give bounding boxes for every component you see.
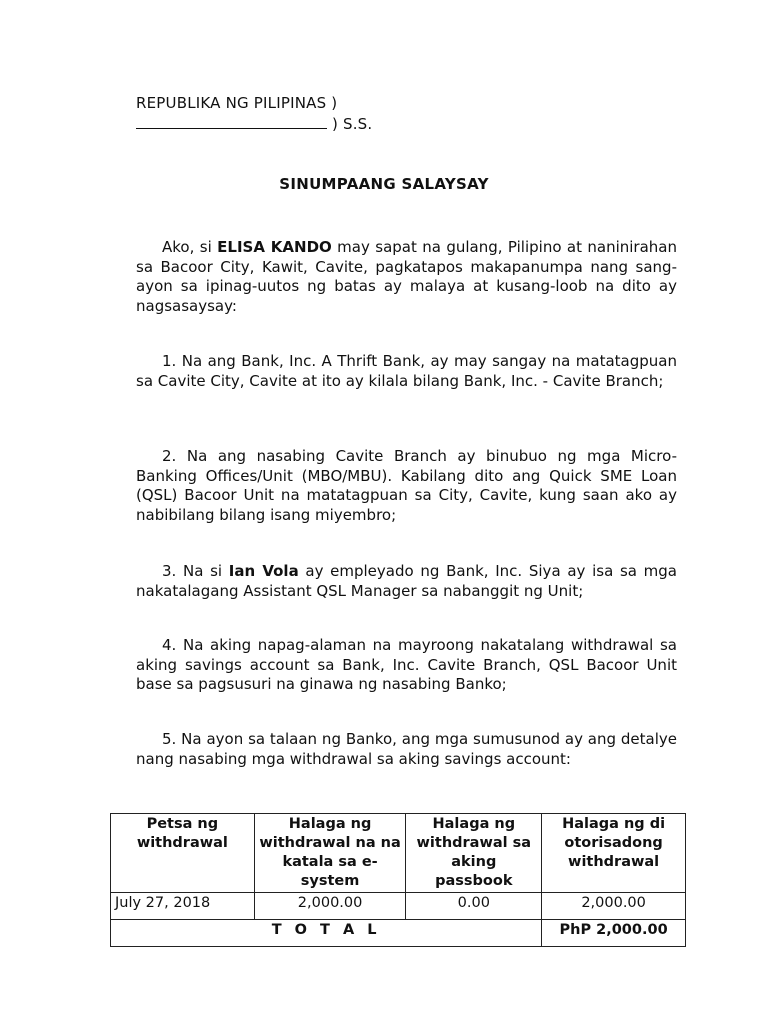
venue-block [136, 93, 372, 135]
cell-esystem-amount: 2,000.00 [254, 893, 406, 920]
item-2-paragraph: 2. Na ang nasabing Cavite Branch ay binubuo ng mga Micro-Banking Offices/Unit (MBO/MBU). Kabilang dito ang Quick SME Loan (QSL) Bacoor Unit na matatagpuan sa City, Cavite, kung saan ako ay nabibilang bilang isang miyembro; [136, 447, 677, 524]
item-1-paragraph: 1. Na ang Bank, Inc. A Thrift Bank, ay may sangay na matatagpuan sa Cavite City, Cavite at ito ay kilala bilang Bank, Inc. - Cavite Branch; [136, 352, 677, 390]
affiant-name: ELISA KANDO [217, 238, 332, 256]
intro-paragraph [136, 238, 677, 316]
venue-blank-line [136, 114, 372, 135]
header-esystem-amount: Halaga ng withdrawal na na katala sa e-system [254, 814, 406, 893]
header-unauthorized-amount: Halaga ng di otorisadong withdrawal [542, 814, 686, 893]
venue-ss: ) S.S. [331, 115, 373, 133]
cell-date: July 27, 2018 [111, 893, 255, 920]
blank-underline [136, 115, 327, 129]
item-3-prefix: 3. Na si [162, 562, 229, 580]
table-row [111, 893, 686, 920]
header-passbook-amount: Halaga ng withdrawal sa aking passbook [406, 814, 542, 893]
employee-name: Ian Vola [228, 562, 299, 580]
withdrawal-table [110, 813, 686, 947]
table-total-row [111, 920, 686, 947]
cell-unauthorized-amount: 2,000.00 [542, 893, 686, 920]
intro-prefix: Ako, si [162, 238, 218, 256]
intro-rest: may sapat na gulang, Pilipino at naninirahan sa Bacoor City, Kawit, Cavite, pagkatapos makapanumpa nang sang-ayon sa ipinag-uutos ng batas ay malaya at kusang-loob na dito ay nagsasaysay: [136, 238, 677, 315]
total-value: PhP 2,000.00 [542, 920, 686, 947]
header-date: Petsa ng withdrawal [111, 814, 255, 893]
item-3-rest: ay empleyado ng Bank, Inc. Siya ay isa sa mga nakatalagang Assistant QSL Manager sa nabanggit ng Unit; [136, 562, 677, 600]
item-5-paragraph: 5. Na ayon sa talaan ng Banko, ang mga sumusunod ay ang detalye nang nasabing mga withdrawal sa aking savings account: [136, 730, 677, 768]
item-4-paragraph: 4. Na aking napag-alaman na mayroong nakatalang withdrawal sa aking savings account sa Bank, Inc. Cavite Branch, QSL Bacoor Unit base sa pagsusuri na ginawa ng nasabing Banko; [136, 636, 677, 693]
table-header-row [111, 814, 686, 893]
total-label: T O T A L [111, 920, 542, 947]
item-3-paragraph [136, 562, 677, 601]
venue-country: REPUBLIKA NG PILIPINAS ) [136, 94, 338, 112]
cell-passbook-amount: 0.00 [406, 893, 542, 920]
document-title: SINUMPAANG SALAYSAY [279, 175, 489, 193]
